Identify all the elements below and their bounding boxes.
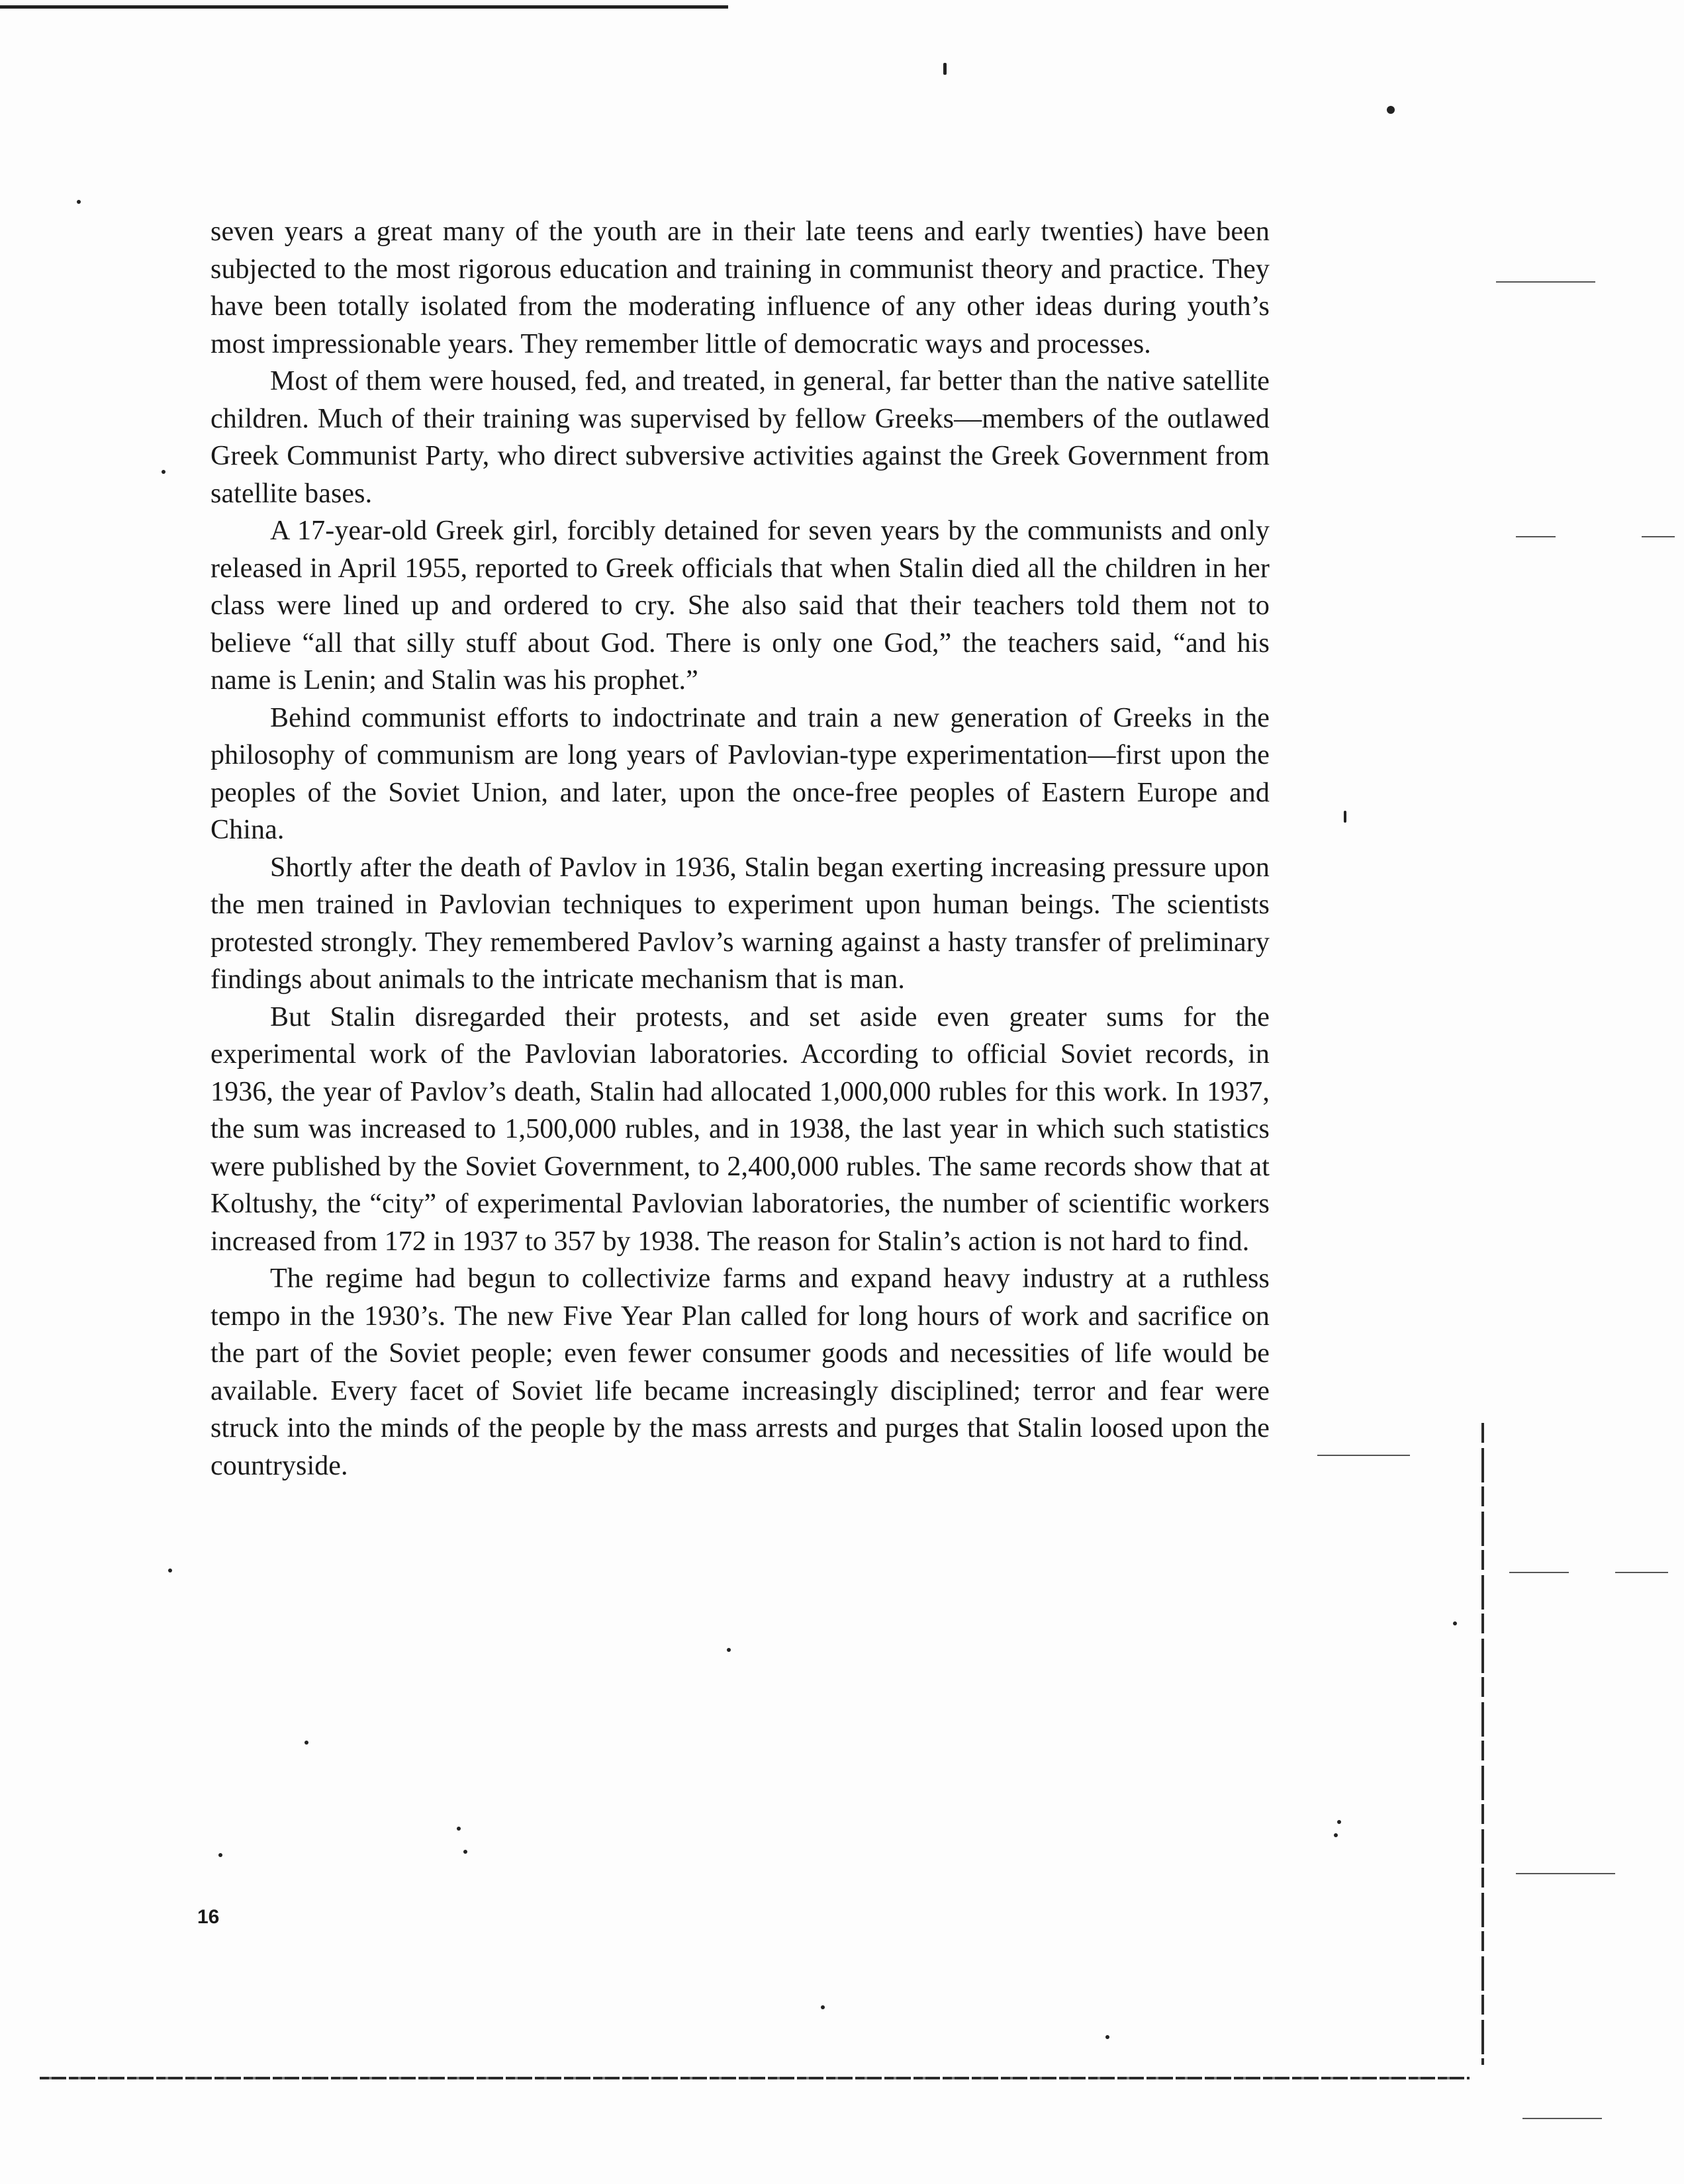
scan-artifact-dash: [1522, 2118, 1602, 2119]
scan-speck: [1344, 811, 1346, 823]
scan-edge-top: [0, 5, 728, 9]
scan-artifact-dash: [1516, 1873, 1615, 1874]
scan-speck: [77, 200, 81, 204]
scan-speck: [943, 63, 947, 75]
scan-speck: [821, 2005, 825, 2009]
paragraph: The regime had begun to collectivize farms and expand heavy industry at a ruthless tempo in the 1930’s. The new Five Year Plan called for long hours of work and sacrifice on the part of the Soviet people; even fewer consumer goods and necessities of life would be available. Every facet of Soviet life became increasingly disciplined; terror and fear were struck into the minds of the people by the mass arrests and purges that Stalin loosed upon the countryside.: [210, 1263, 1270, 1481]
scan-artifact-dash: [1516, 536, 1556, 537]
paragraph: Shortly after the death of Pavlov in 1936, Stalin began exerting increasing pressure upon the men trained in Pavlovian techniques to experiment upon human beings. The scientists protested strongly. They remembered Pavlov’s warning against a hasty transfer of preliminary findings about animals to the intricate mechanism that is man.: [210, 852, 1270, 995]
paragraph: A 17-year-old Greek girl, forcibly detained for seven years by the communists and only released in April 1955, reported to Greek officials that when Stalin died all the children in her class were lined up and ordered to cry. She also said that their teachers told them not to believe “all that silly stuff about God. There is only one God,” the teachers said, “and his name is Lenin; and Stalin was his prophet.”: [210, 516, 1270, 696]
scan-speck: [304, 1741, 308, 1745]
scan-edge-bottom: [40, 2077, 1470, 2079]
scan-speck: [1387, 106, 1395, 114]
scan-speck: [463, 1850, 467, 1854]
paragraph: Most of them were housed, fed, and treated, in general, far better than the native satellite children. Much of their training was supervised by fellow Greeks—members of the outlawed Greek Communist Party, who direct subversive activities against the Greek Government from satellite bases.: [210, 366, 1270, 509]
scan-artifact-dash: [1317, 1455, 1410, 1456]
scan-speck: [727, 1648, 731, 1652]
page-number: 16: [197, 1906, 220, 1928]
scan-speck: [168, 1569, 172, 1572]
scan-speck: [162, 470, 165, 474]
scan-artifact-dash: [1642, 536, 1675, 537]
scan-edge-right: [1481, 1423, 1484, 2065]
body-text: [210, 213, 1270, 1484]
scan-artifact-dash: [1496, 281, 1595, 283]
scan-speck: [1105, 2035, 1109, 2039]
scan-artifact-dash: [1615, 1572, 1668, 1573]
paragraph: seven years a great many of the youth are in their late teens and early twenties) have been subjected to the most rigorous education and training in communist theory and practice. They have been totally isolated from the moderating influence of any other ideas during youth’s most impressionable years. They remember little of democratic ways and processes.: [210, 216, 1270, 359]
scan-artifact-dash: [1509, 1572, 1569, 1573]
scan-speck: [1453, 1621, 1457, 1625]
paragraph: But Stalin disregarded their protests, and set aside even greater sums for the experimental work of the Pavlovian laboratories. According to official Soviet records, in 1936, the year of Pavlov’s death, Stalin had allocated 1,000,000 rubles for this work. In 1937, the sum was increased to 1,500,000 rubles, and in 1938, the last year in which such statistics were published by the Soviet Government, to 2,400,000 rubles. The same records show that at Koltushy, the “city” of experimental Pavlovian laboratories, the number of scientific workers increased from 172 in 1937 to 357 by 1938. The reason for Stalin’s action is not hard to find.: [210, 1001, 1270, 1257]
paragraph: Behind communist efforts to indoctrinate and train a new generation of Greeks in the philosophy of communism are long years of Pavlovian-type experimentation—first upon the peoples of the Soviet Union, and later, upon the once-free peoples of Eastern Europe and China.: [210, 702, 1270, 845]
scan-speck: [1334, 1833, 1338, 1837]
scan-speck: [457, 1827, 461, 1831]
scan-speck: [218, 1853, 222, 1857]
scan-speck: [1337, 1820, 1341, 1824]
